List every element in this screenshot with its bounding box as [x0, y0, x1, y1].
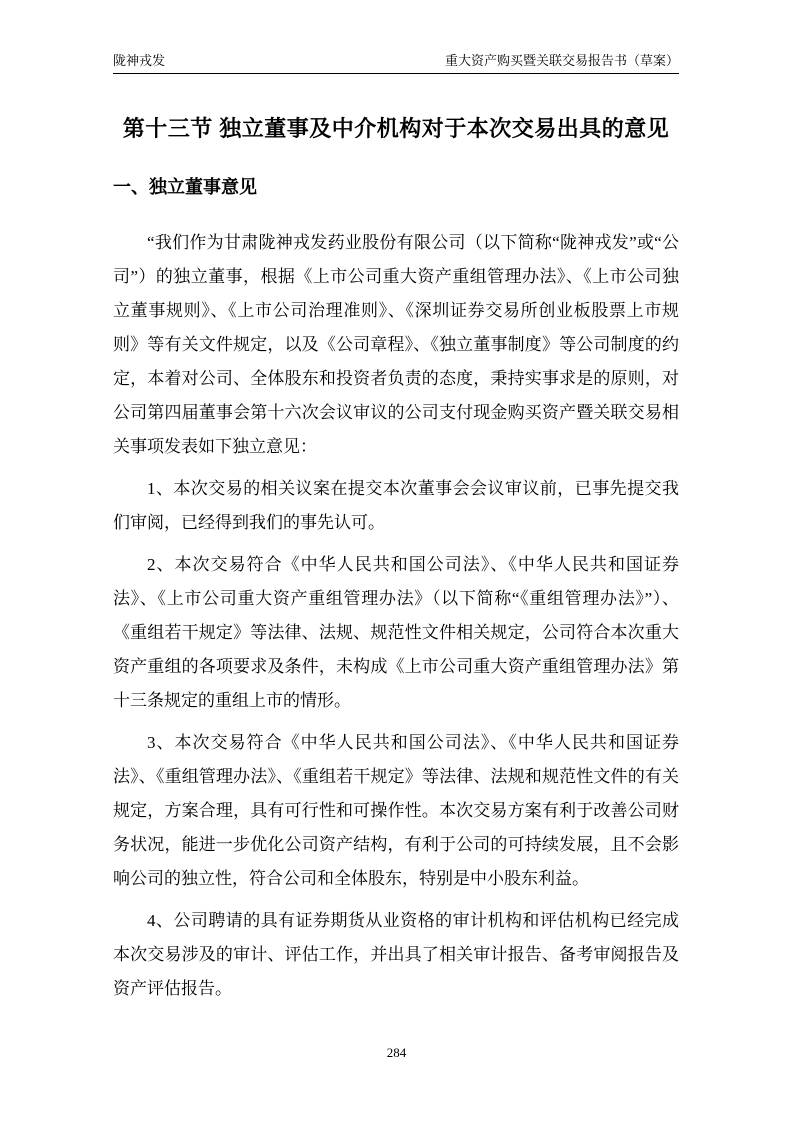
body-text — [113, 226, 679, 1006]
page-number: 284 — [386, 1045, 407, 1060]
body-paragraph-1: “我们作为甘肃陇神戎发药业股份有限公司（以下简称“陇神戎发”或“公司”）的独立董事，根据《上市公司重大资产重组管理办法》、《上市公司独立董事规则》、《上市公司治理准则》、《深圳证券交易所创业板股票上市规则》等有关文件规定，以及《公司章程》、《独立董事制度》等公司制度的约定，本着对公司、全体股东和投资者负责的态度，秉持实事求是的原则，对公司第四届董事会第十六次会议审议的公司支付现金购买资产暨关联交易相关事项发表如下独立意见： — [113, 233, 679, 456]
section-heading: 一、独立董事意见 — [113, 177, 257, 197]
page-header — [113, 0, 679, 74]
header-company-name: 陇神戎发 — [113, 53, 166, 68]
header-report-title: 重大资产购买暨关联交易报告书（草案） — [444, 53, 679, 68]
body-paragraph-4: 3、本次交易符合《中华人民共和国公司法》、《中华人民共和国证券法》、《重组管理办法》、《重组若干规定》等法律、法规和规范性文件的有关规定，方案合理，具有可行性和可操作性。本次交易方案有利于改善公司财务状况，能进一步优化公司资产结构，有利于公司的可持续发展，且不会影响公司的独立性，符合公司和全体股东，特别是中小股东利益。 — [113, 733, 679, 888]
body-paragraph-3: 2、本次交易符合《中华人民共和国公司法》、《中华人民共和国证券法》、《上市公司重大资产重组管理办法》（以下简称“《重组管理办法》”）、《重组若干规定》等法律、法规、规范性文件相关规定，公司符合本次重大资产重组的各项要求及条件，未构成《上市公司重大资产重组管理办法》第十三条规定的重组上市的情形。 — [113, 555, 679, 710]
body-paragraph-5: 4、公司聘请的具有证券期货从业资格的审计机构和评估机构已经完成本次交易涉及的审计、评估工作，并出具了相关审计报告、备考审阅报告及资产评估报告。 — [113, 911, 679, 998]
body-paragraph-2: 1、本次交易的相关议案在提交本次董事会会议审议前，已事先提交我们审阅，已经得到我们的事先认可。 — [113, 479, 679, 532]
chapter-title: 第十三节 独立董事及中介机构对于本次交易出具的意见 — [122, 116, 670, 141]
